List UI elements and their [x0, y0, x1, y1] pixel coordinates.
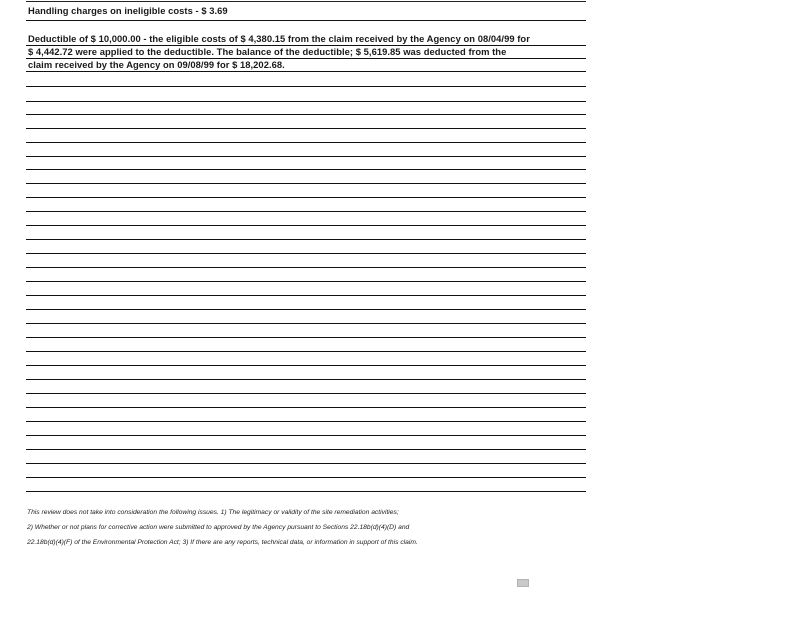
ruled-line [26, 323, 586, 324]
handling-charges-heading: Handling charges on ineligible costs - $ 3.69 [28, 5, 228, 16]
ruled-line [26, 128, 586, 129]
ruled-line [26, 449, 586, 450]
ruled-line [26, 491, 586, 492]
ruled-line [26, 407, 586, 408]
ruled-line [26, 71, 586, 72]
ruled-line [26, 337, 586, 338]
ruled-line [26, 295, 586, 296]
ruled-line [26, 267, 586, 268]
ruled-line [26, 197, 586, 198]
ruled-line [26, 183, 586, 184]
ruled-line [26, 101, 586, 102]
ruled-line [26, 393, 586, 394]
ruled-line [26, 142, 586, 143]
ruled-line [26, 351, 586, 352]
ruled-line [26, 435, 586, 436]
review-disclaimer-line-2: 2) Whether or not plans for corrective action were submitted to approved by the Agency pursuant to Sections 22.18b(d)(4)(D) and [27, 524, 410, 531]
ruled-line [26, 86, 586, 87]
ruled-line [26, 477, 586, 478]
ruled-line [26, 281, 586, 282]
ruled-line [26, 45, 586, 46]
ruled-line [26, 309, 586, 310]
ruled-line [26, 156, 586, 157]
ruled-line [26, 114, 586, 115]
ruled-line [26, 225, 586, 226]
ruled-line [26, 211, 586, 212]
deductible-paragraph-line-1: Deductible of $ 10,000.00 - the eligible costs of $ 4,380.15 from the claim received by the Agency on 08/04/99 for [28, 33, 530, 44]
review-disclaimer-line-3: 22.18b(d)(4)(F) of the Environmental Protection Act; 3) If there are any reports, technical data, or information in support of this claim. [27, 539, 418, 546]
review-disclaimer-line-1: This review does not take into consideration the following issues. 1) The legitimacy or validity of the site remediation activities; [27, 509, 399, 516]
deductible-paragraph-line-3: claim received by the Agency on 09/08/99 for $ 18,202.68. [28, 59, 285, 70]
ruled-line [26, 463, 586, 464]
ruled-line [26, 379, 586, 380]
ruled-line [26, 58, 586, 59]
top-divider [26, 1, 586, 2]
ruled-line [26, 253, 586, 254]
ruled-line [26, 421, 586, 422]
scan-mark [517, 579, 529, 587]
deductible-paragraph-line-2: $ 4,442.72 were applied to the deductible. The balance of the deductible; $ 5,619.85 was deducted from the [28, 46, 507, 57]
ruled-line [26, 365, 586, 366]
ruled-line [26, 20, 586, 21]
ruled-line [26, 169, 586, 170]
ruled-line [26, 239, 586, 240]
